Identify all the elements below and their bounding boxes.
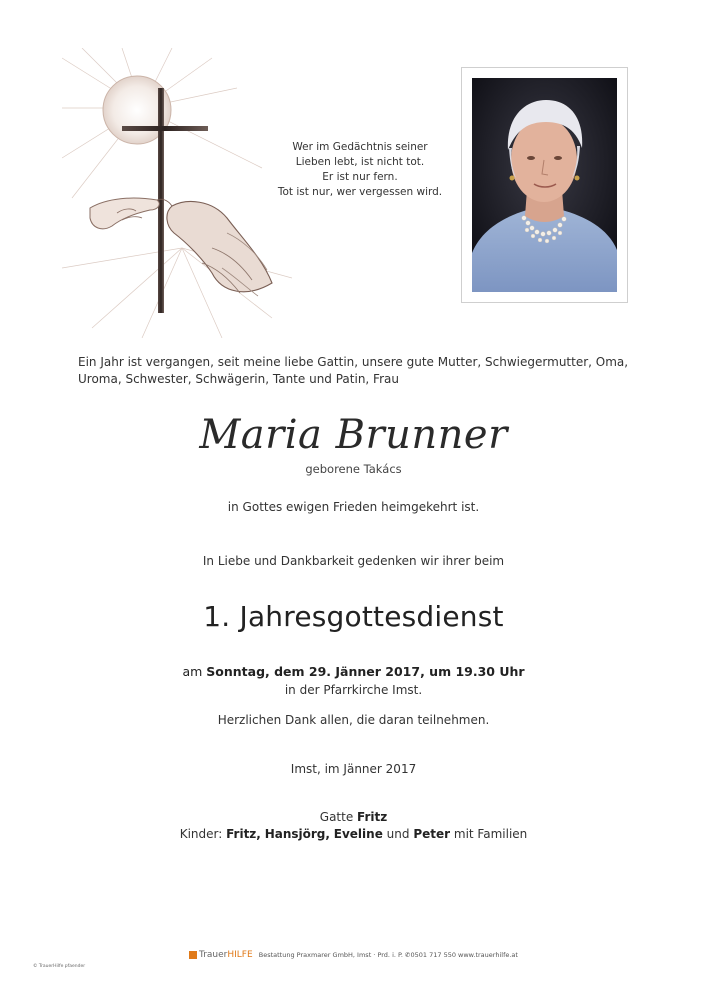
event-place: in der Pfarrkirche Imst. bbox=[284, 683, 423, 697]
poem-line: Wer im Gedächtnis seiner bbox=[292, 141, 428, 153]
event-title: 1. Jahresgottesdienst bbox=[203, 600, 504, 633]
husband-label: Gatte bbox=[319, 810, 354, 824]
thanks-text: Herzlichen Dank allen, die daran teilnehmen. bbox=[217, 713, 490, 727]
remember-text: In Liebe und Dankbarkeit gedenken wir ihrer beim bbox=[202, 554, 505, 568]
husband-line bbox=[0, 810, 707, 824]
child-name: Peter bbox=[413, 827, 451, 841]
trauerhilfe-logo: TrauerHILFE bbox=[189, 950, 253, 960]
passed-text: in Gottes ewigen Frieden heimgekehrt ist. bbox=[227, 500, 480, 514]
event-date-value: Sonntag, dem 29. Jänner 2017, um 19.30 Uhr bbox=[206, 664, 525, 679]
poem-line: Tot ist nur, wer vergessen wird. bbox=[277, 186, 443, 198]
intro-text: Ein Jahr ist vergangen, seit meine liebe Gattin, unsere gute Mutter, Schwiegermutter, Oma, Uroma, Schwester, Schwägerin, Tante und Patin, Frau bbox=[78, 355, 629, 386]
child-name: Eveline bbox=[333, 827, 383, 841]
portrait-frame bbox=[461, 67, 628, 303]
children-line bbox=[0, 827, 707, 841]
dateline: Imst, im Jänner 2017 bbox=[290, 762, 417, 776]
memorial-poem bbox=[262, 140, 458, 200]
copyright-note: © TrauerHilfe pfaender bbox=[33, 964, 86, 969]
husband-name: Fritz bbox=[357, 810, 388, 824]
children-suffix: mit Familien bbox=[453, 827, 528, 841]
poem-line: Er ist nur fern. bbox=[322, 171, 398, 183]
deceased-name: Maria Brunner bbox=[199, 412, 508, 458]
child-name: Fritz, bbox=[226, 827, 261, 841]
cross-hands-illustration bbox=[62, 48, 292, 338]
footer-info: Bestattung Praxmarer GmbH, Imst · Prd. i. P. ✆0501 717 550 www.trauerhilfe.at bbox=[258, 951, 518, 959]
logo-mark-icon bbox=[189, 951, 197, 959]
children-label: Kinder: bbox=[179, 827, 223, 841]
children-and: und bbox=[386, 827, 410, 841]
event-date-prefix: am bbox=[182, 664, 203, 679]
portrait-photo bbox=[472, 78, 617, 292]
footer bbox=[0, 950, 707, 960]
poem-line: Lieben lebt, ist nicht tot. bbox=[295, 156, 425, 168]
birth-name: geborene Takács bbox=[305, 462, 402, 476]
child-name: Hansjörg, bbox=[264, 827, 330, 841]
event-date bbox=[0, 664, 707, 679]
